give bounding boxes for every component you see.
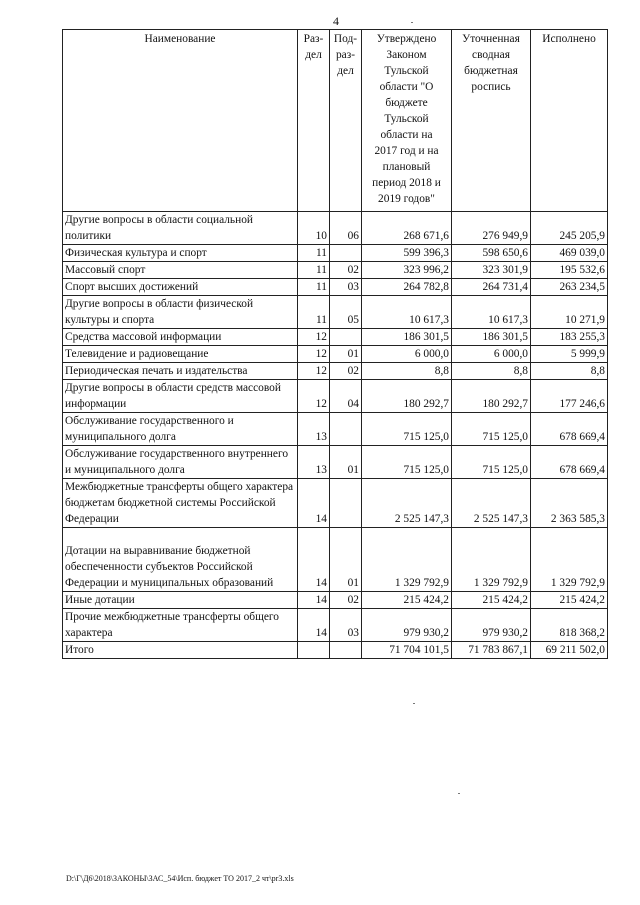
cell-refined: 71 783 867,1 — [452, 642, 531, 659]
scan-speck — [458, 793, 460, 794]
cell-refined: 1 329 792,9 — [452, 528, 531, 592]
cell-executed: 215 424,2 — [531, 592, 608, 609]
cell-executed: 818 368,2 — [531, 609, 608, 642]
cell-subsection: 02 — [330, 262, 362, 279]
cell-name: Массовый спорт — [63, 262, 298, 279]
cell-refined: 10 617,3 — [452, 296, 531, 329]
cell-section: 10 — [298, 212, 330, 245]
cell-section: 14 — [298, 528, 330, 592]
cell-refined: 264 731,4 — [452, 279, 531, 296]
table-row — [63, 279, 608, 296]
cell-name: Межбюджетные трансферты общего характера бюджетам бюджетной системы Российской Федерации — [63, 479, 298, 528]
cell-executed: 5 999,9 — [531, 346, 608, 363]
cell-section: 12 — [298, 329, 330, 346]
cell-executed: 177 246,6 — [531, 380, 608, 413]
cell-name: Другие вопросы в области средств массовой информации — [63, 380, 298, 413]
cell-refined: 715 125,0 — [452, 446, 531, 479]
cell-subsection: 03 — [330, 279, 362, 296]
table-row — [63, 346, 608, 363]
table-body — [63, 212, 608, 659]
cell-name: Средства массовой информации — [63, 329, 298, 346]
cell-section: 14 — [298, 479, 330, 528]
cell-approved: 979 930,2 — [362, 609, 452, 642]
cell-approved: 715 125,0 — [362, 413, 452, 446]
scan-speck — [413, 703, 415, 704]
cell-section: 11 — [298, 245, 330, 262]
cell-approved: 268 671,6 — [362, 212, 452, 245]
table-row — [63, 363, 608, 380]
header-subsection: Под- раз- дел — [330, 30, 362, 212]
header-approved: Утверждено Законом Тульской области "О бюджете Тульской области на 2017 год и на плановый период 2018 и 2019 годов" — [362, 30, 452, 212]
table-row — [63, 592, 608, 609]
cell-executed: 10 271,9 — [531, 296, 608, 329]
cell-section — [298, 642, 330, 659]
cell-approved: 71 704 101,5 — [362, 642, 452, 659]
table-header-row — [63, 30, 608, 212]
cell-section: 11 — [298, 279, 330, 296]
cell-executed: 2 363 585,3 — [531, 479, 608, 528]
table-row — [63, 262, 608, 279]
cell-name: Спорт высших достижений — [63, 279, 298, 296]
cell-executed: 245 205,9 — [531, 212, 608, 245]
cell-subsection: 01 — [330, 528, 362, 592]
cell-executed: 263 234,5 — [531, 279, 608, 296]
cell-approved: 186 301,5 — [362, 329, 452, 346]
cell-subsection — [330, 642, 362, 659]
file-path-footer: D:\Г\Д6\2018\ЗАКОНЫ\ЗАС_54\Исп. бюджет ТО 2017_2 чт\pr3.xls — [66, 874, 294, 883]
cell-name: Иные дотации — [63, 592, 298, 609]
table-row — [63, 642, 608, 659]
header-section: Раз- дел — [298, 30, 330, 212]
table-row — [63, 296, 608, 329]
cell-name: Дотации на выравнивание бюджетной обеспеченности субъектов Российской Федерации и муниципальных образований — [63, 528, 298, 592]
cell-executed: 678 669,4 — [531, 413, 608, 446]
cell-refined: 276 949,9 — [452, 212, 531, 245]
cell-executed: 678 669,4 — [531, 446, 608, 479]
cell-subsection: 02 — [330, 363, 362, 380]
cell-subsection — [330, 479, 362, 528]
table-row — [63, 380, 608, 413]
table-row — [63, 413, 608, 446]
table-row — [63, 479, 608, 528]
cell-section: 14 — [298, 609, 330, 642]
cell-approved: 215 424,2 — [362, 592, 452, 609]
scan-speck — [411, 22, 413, 23]
cell-section: 14 — [298, 592, 330, 609]
cell-subsection: 01 — [330, 446, 362, 479]
cell-approved: 599 396,3 — [362, 245, 452, 262]
cell-section: 13 — [298, 446, 330, 479]
cell-name: Физическая культура и спорт — [63, 245, 298, 262]
cell-refined: 180 292,7 — [452, 380, 531, 413]
table-row — [63, 528, 608, 592]
cell-approved: 1 329 792,9 — [362, 528, 452, 592]
cell-subsection: 01 — [330, 346, 362, 363]
cell-subsection — [330, 245, 362, 262]
cell-approved: 715 125,0 — [362, 446, 452, 479]
table-row — [63, 329, 608, 346]
cell-refined: 8,8 — [452, 363, 531, 380]
cell-executed: 1 329 792,9 — [531, 528, 608, 592]
cell-subsection — [330, 413, 362, 446]
cell-name: Периодическая печать и издательства — [63, 363, 298, 380]
cell-name: Обслуживание государственного и муниципального долга — [63, 413, 298, 446]
cell-subsection: 06 — [330, 212, 362, 245]
cell-section: 12 — [298, 380, 330, 413]
cell-approved: 2 525 147,3 — [362, 479, 452, 528]
cell-approved: 10 617,3 — [362, 296, 452, 329]
cell-approved: 180 292,7 — [362, 380, 452, 413]
cell-approved: 264 782,8 — [362, 279, 452, 296]
cell-approved: 6 000,0 — [362, 346, 452, 363]
cell-name: Другие вопросы в области социальной политики — [63, 212, 298, 245]
header-name: Наименование — [63, 30, 298, 212]
cell-refined: 186 301,5 — [452, 329, 531, 346]
cell-section: 11 — [298, 262, 330, 279]
cell-section: 11 — [298, 296, 330, 329]
cell-executed: 183 255,3 — [531, 329, 608, 346]
cell-executed: 8,8 — [531, 363, 608, 380]
cell-approved: 323 996,2 — [362, 262, 452, 279]
cell-refined: 323 301,9 — [452, 262, 531, 279]
cell-name: Итого — [63, 642, 298, 659]
cell-executed: 469 039,0 — [531, 245, 608, 262]
cell-name: Обслуживание государственного внутреннего и муниципального долга — [63, 446, 298, 479]
page-number: 4 — [333, 14, 339, 28]
table-row — [63, 245, 608, 262]
cell-name: Прочие межбюджетные трансферты общего характера — [63, 609, 298, 642]
table-row — [63, 609, 608, 642]
table-row — [63, 212, 608, 245]
budget-execution-table — [62, 29, 608, 659]
cell-section: 13 — [298, 413, 330, 446]
cell-refined: 979 930,2 — [452, 609, 531, 642]
cell-subsection: 04 — [330, 380, 362, 413]
cell-section: 12 — [298, 346, 330, 363]
cell-executed: 195 532,6 — [531, 262, 608, 279]
cell-refined: 598 650,6 — [452, 245, 531, 262]
header-executed: Исполнено — [531, 30, 608, 212]
cell-subsection: 03 — [330, 609, 362, 642]
cell-refined: 2 525 147,3 — [452, 479, 531, 528]
header-refined: Уточненная сводная бюджетная роспись — [452, 30, 531, 212]
cell-subsection — [330, 329, 362, 346]
cell-approved: 8,8 — [362, 363, 452, 380]
cell-refined: 215 424,2 — [452, 592, 531, 609]
cell-name: Телевидение и радиовещание — [63, 346, 298, 363]
cell-subsection: 05 — [330, 296, 362, 329]
table-row — [63, 446, 608, 479]
cell-name: Другие вопросы в области физической культуры и спорта — [63, 296, 298, 329]
cell-refined: 6 000,0 — [452, 346, 531, 363]
cell-section: 12 — [298, 363, 330, 380]
cell-subsection: 02 — [330, 592, 362, 609]
cell-executed: 69 211 502,0 — [531, 642, 608, 659]
cell-refined: 715 125,0 — [452, 413, 531, 446]
